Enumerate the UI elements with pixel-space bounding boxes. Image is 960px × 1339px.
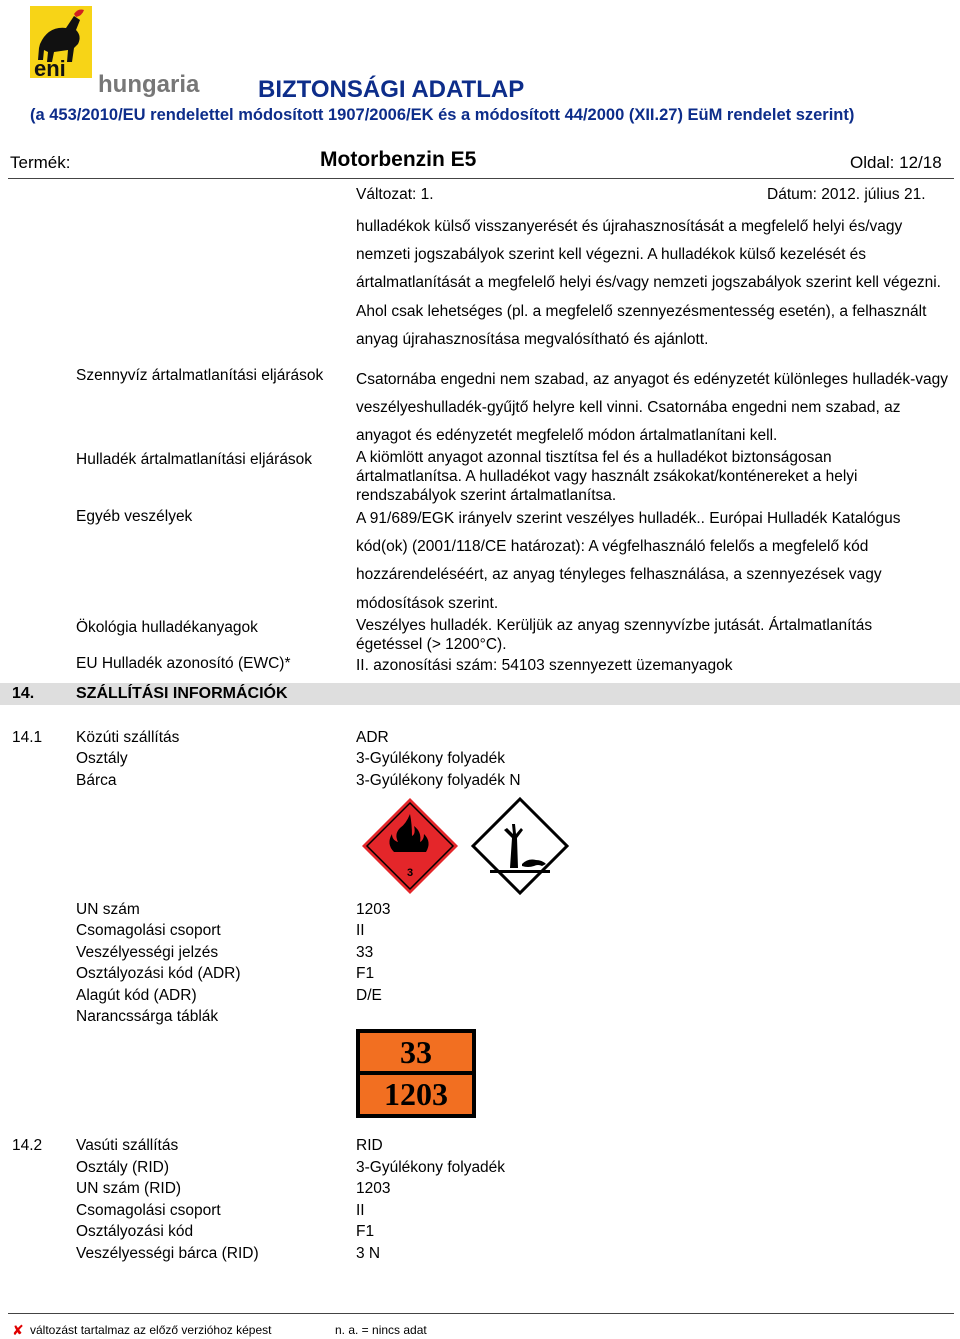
rail-row-value: 1203 — [356, 1180, 391, 1197]
road-detail-value: II — [356, 922, 365, 939]
subsection-14-2-number: 14.2 — [12, 1137, 43, 1154]
road-row-label: Közúti szállítás — [76, 729, 180, 746]
road-row-value: 3-Gyúlékony folyadék N — [356, 772, 521, 789]
rail-row-value: 3-Gyúlékony folyadék — [356, 1159, 506, 1176]
rail-row-label: Veszélyességi bárca (RID) — [76, 1245, 259, 1262]
page-number: Oldal: 12/18 — [850, 153, 942, 172]
road-row-value: 3-Gyúlékony folyadék — [356, 750, 506, 767]
ewc-text: II. azonosítási szám: 54103 szennyezett üzemanyagok — [356, 657, 733, 674]
road-detail-value: F1 — [356, 965, 375, 982]
rail-row-value: II — [356, 1202, 365, 1219]
waste-label: Hulladék ártalmatlanítási eljárások — [76, 451, 313, 468]
rail-row-value: F1 — [356, 1223, 375, 1240]
rail-row-label: Osztályozási kód — [76, 1223, 194, 1240]
product-name: Motorbenzin E5 — [320, 148, 477, 171]
road-detail-value: 1203 — [356, 901, 391, 918]
rail-row-label: Osztály (RID) — [76, 1159, 169, 1176]
header-divider — [8, 178, 954, 179]
waste-text: A kiömlött anyagot azonnal tisztítsa fel és a hulladékot biztonságosan ártalmatlanítsa. A hulladékot vagy használt zsákokat/konténereket a helyi rendszabályok szerint ártalmatlanítsa. — [356, 449, 858, 504]
road-detail-label: Narancssárga táblák — [76, 1008, 219, 1025]
logo-hungaria-text: hungaria — [98, 71, 200, 98]
road-detail-value: D/E — [356, 987, 382, 1004]
logo-eni-text: eni — [34, 56, 66, 81]
flammable-liquid-label-icon — [360, 796, 460, 896]
disposal-intro-text: hulladékok külső visszanyerését és újrahasznosítását a megfelelő helyi és/vagy nemzeti jogszabályok szerint kell végezni. A hulladékok külső kezelését és ártalmatlanítását a megfelelő helyi és/vagy nemzeti jogszabályok szerint kell végezni. Ahol csak lehetséges (pl. a megfelelő szennyezésmentesség esetén), a felhasznált anyag újrahasznosítása megvalósítható és ajánlott. — [356, 218, 941, 348]
version: Változat: 1. — [356, 186, 434, 203]
section-14-title: SZÁLLÍTÁSI INFORMÁCIÓK — [76, 685, 288, 702]
ecology-text: Veszélyes hulladék. Kerüljük az anyag szennyvízbe jutását. Ártalmatlanítás égetéssel (> 1200°C). — [356, 617, 873, 653]
other-hazards-text: A 91/689/EGK irányelv szerint veszélyes hulladék.. Európai Hulladék Katalógus kód(ok) (2001/118/CE határozat): A végfelhasználó felelős a megfelelő kód hozzárendeléséért, az anyag tényleges felhasználása, a szennyezések vagy módosítások szerint. — [356, 510, 901, 612]
section-14-number: 14. — [12, 685, 35, 702]
wastewater-label: Szennyvíz ártalmatlanítási eljárások — [76, 367, 324, 384]
rail-row-label: Csomagolási csoport — [76, 1202, 221, 1219]
footer-na-note: n. a. = nincs adat — [335, 1323, 427, 1337]
rail-row-label: Vasúti szállítás — [76, 1137, 179, 1154]
road-detail-value: 33 — [356, 944, 374, 961]
hazard-id-number: 33 — [360, 1033, 472, 1071]
document-subtitle: (a 453/2010/EU rendelettel módosított 1907/2006/EK és a módosított 44/2000 (XII.27) EüM rendelet szerint) — [30, 106, 855, 124]
road-detail-label: Alagút kód (ADR) — [76, 987, 197, 1004]
other-hazards-label: Egyéb veszélyek — [76, 508, 193, 525]
road-detail-label: Veszélyességi jelzés — [76, 944, 219, 961]
orange-plate — [356, 1029, 476, 1118]
rail-row-label: UN szám (RID) — [76, 1180, 182, 1197]
document-title: BIZTONSÁGI ADATLAP — [258, 76, 525, 103]
road-detail-label: Csomagolási csoport — [76, 922, 221, 939]
un-number-plate: 1203 — [360, 1075, 472, 1114]
change-mark-icon: ✘ — [12, 1322, 24, 1338]
eni-hungaria-logo — [30, 4, 210, 99]
road-row-label: Osztály — [76, 750, 128, 767]
road-detail-label: Osztályozási kód (ADR) — [76, 965, 241, 982]
ewc-label: EU Hulladék azonosító (EWC)* — [76, 655, 291, 672]
road-row-label: Bárca — [76, 772, 117, 789]
road-detail-label: UN szám — [76, 901, 140, 918]
footer-change-note: változást tartalmaz az előző verzióhoz képest — [30, 1323, 272, 1337]
environmental-hazard-icon — [470, 796, 570, 896]
product-label: Termék: — [10, 153, 71, 172]
ecology-label: Ökológia hulladékanyagok — [76, 619, 258, 636]
road-row-value: ADR — [356, 729, 389, 746]
subsection-14-1-number: 14.1 — [12, 729, 43, 746]
label-class-number: 3 — [406, 867, 414, 879]
footer-divider — [8, 1313, 954, 1314]
six-legged-dog-logo — [30, 4, 210, 99]
rail-row-value: 3 N — [356, 1245, 381, 1262]
rail-row-value: RID — [356, 1137, 383, 1154]
wastewater-text: Csatornába engedni nem szabad, az anyagot és edényzetét különleges hulladék-vagy veszélyeshulladék-gyűjtő helyre kell vinni. Csatornába engedni nem szabad, az anyagot és edényzetét megfelelő módon ártalmatlanítani kell. — [356, 371, 948, 445]
date: Dátum: 2012. július 21. — [767, 186, 926, 203]
